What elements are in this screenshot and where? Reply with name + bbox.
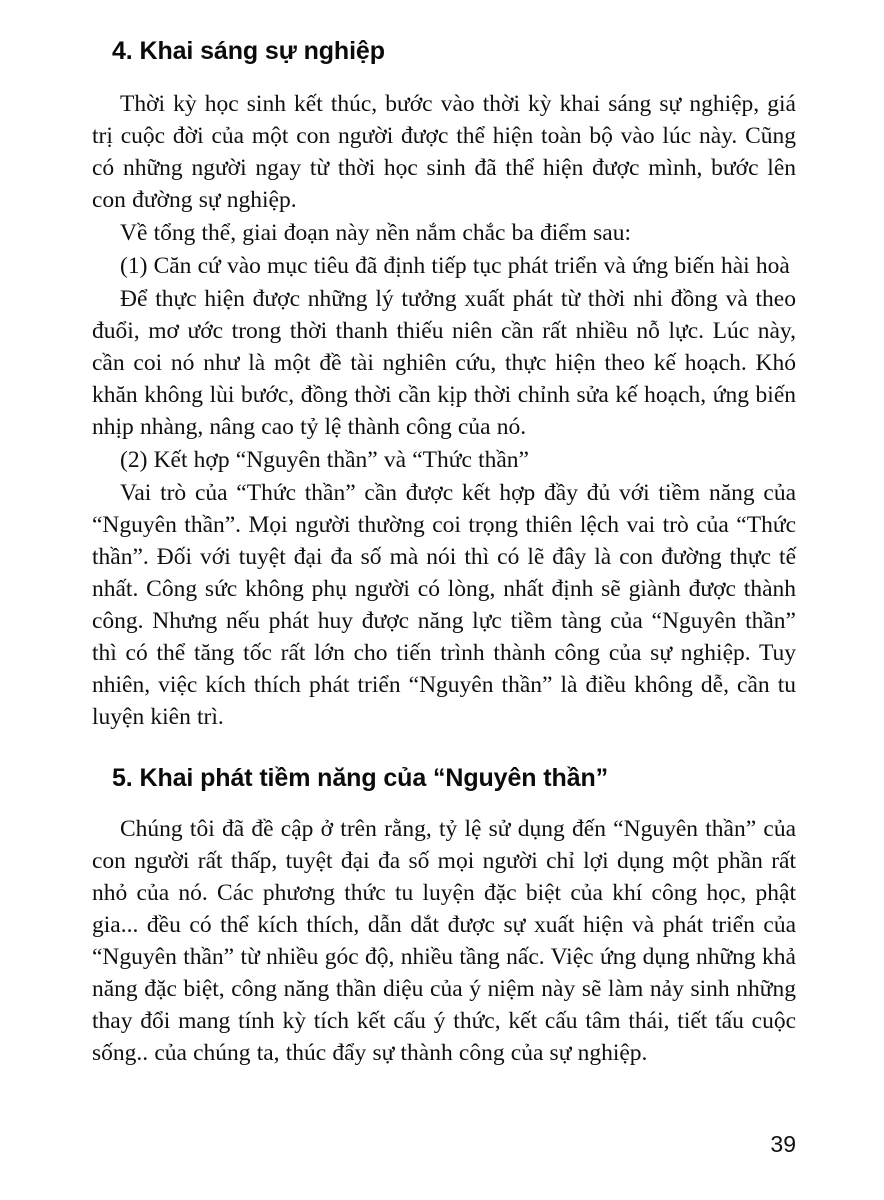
paragraph: Thời kỳ học sinh kết thúc, bước vào thời kỳ khai sáng sự nghiệp, giá trị cuộc đời của một con người được thể hiện toàn bộ vào lúc này. Cũng có những người ngay từ thời học sinh đã thể hiện được mình, bước lên con đường sự nghiệp. — [92, 91, 796, 213]
page-number: 39 — [770, 1131, 796, 1157]
paragraph: Về tổng thể, giai đoạn này nền nắm chắc ba điểm sau: — [120, 220, 631, 246]
paragraph-list-item-2: (2) Kết hợp “Nguyên thần” và “Thức thần” — [120, 447, 529, 473]
paragraph: Vai trò của “Thức thần” cần được kết hợp đầy đủ với tiềm năng của “Nguyên thần”. Mọi người thường coi trọng thiên lệch vai trò của “Thức thần”. Đối với tuyệt đại đa số mà nói thì có lẽ đây là con đường thực tế nhất. Công sức không phụ người có lòng, nhất định sẽ giành được thành công. Nhưng nếu phát huy được năng lực tiềm tàng của “Nguyên thần” thì có thể tăng tốc rất lớn cho tiến trình thành công của sự nghiệp. Tuy nhiên, việc kích thích phát triển “Nguyên thần” là điều không dễ, cần tu luyện kiên trì. — [92, 480, 796, 730]
paragraph: Chúng tôi đã đề cập ở trên rằng, tỷ lệ sử dụng đến “Nguyên thần” của con người rất thấp, tuyệt đại đa số mọi người chỉ lợi dụng một phần rất nhỏ của nó. Các phương thức tu luyện đặc biệt của khí công học, phật gia... đều có thể kích thích, dẫn dắt được sự xuất hiện và phát triển của “Nguyên thần” từ nhiều góc độ, nhiều tầng nấc. Việc ứng dụng những khả năng đặc biệt, công năng thần diệu của ý niệm này sẽ làm nảy sinh những thay đổi mang tính kỳ tích kết cấu ý thức, kết cấu tâm thái, tiết tấu cuộc sống.. của chúng ta, thúc đẩy sự thành công của sự nghiệp. — [92, 816, 796, 1066]
page-content — [92, 36, 796, 1069]
section-heading-5: 5. Khai phát tiềm năng của “Nguyên thần” — [112, 764, 609, 792]
paragraph: Để thực hiện được những lý tưởng xuất phát từ thời nhi đồng và theo đuổi, mơ ước trong thời thanh thiếu niên cần rất nhiều nỗ lực. Lúc này, cần coi nó như là một đề tài nghiên cứu, thực hiện theo kế hoạch. Khó khăn không lùi bước, đồng thời cần kịp thời chỉnh sửa kế hoạch, ứng biến nhịp nhàng, nâng cao tỷ lệ thành công của nó. — [92, 286, 796, 440]
section-heading-4: 4. Khai sáng sự nghiệp — [112, 37, 385, 65]
paragraph-list-item-1: (1) Căn cứ vào mục tiêu đã định tiếp tục phát triển và ứng biến hài hoà — [120, 253, 790, 279]
